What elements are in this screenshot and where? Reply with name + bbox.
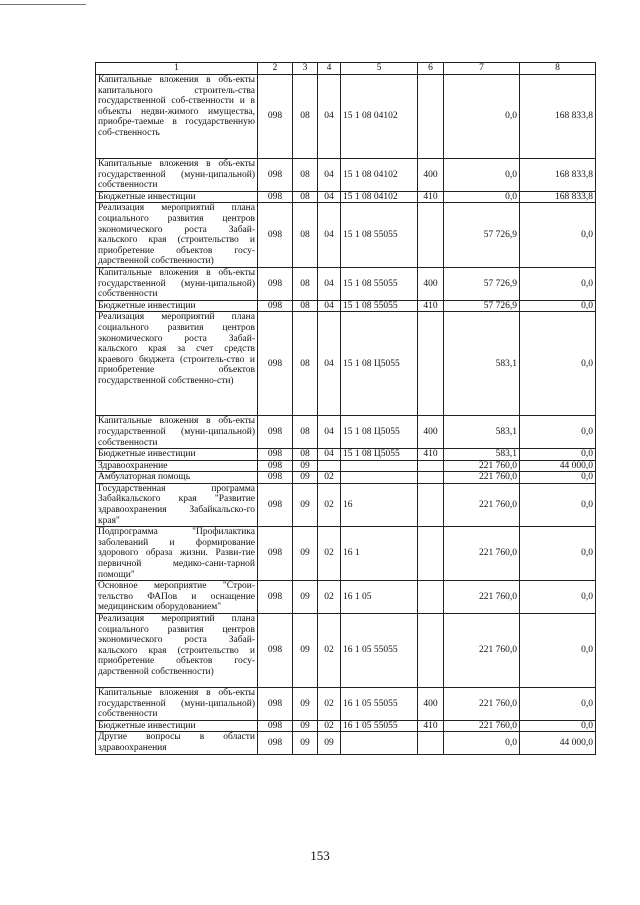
row-name-cell: Бюджетные инвестиции xyxy=(96,720,258,732)
ministry-code-cell: 098 xyxy=(258,203,293,268)
ministry-code-cell: 098 xyxy=(258,614,293,688)
header-cell: 5 xyxy=(341,63,418,75)
amount-year-2-cell: 0,0 xyxy=(520,300,596,312)
row-name-cell: Бюджетные инвестиции xyxy=(96,449,258,461)
amount-year-2-cell: 44 000,0 xyxy=(520,732,596,755)
amount-year-2-cell: 168 833,8 xyxy=(520,75,596,159)
subsection-code-cell xyxy=(318,460,341,472)
expense-type-code-cell xyxy=(418,203,444,268)
row-name-cell: Реализация мероприятий плана социального развития центров экономического роста Забай-кальского края за счет средств краевого бюджета (строитель-ство и приобретение объектов государственной собственно-сти) xyxy=(96,312,258,416)
subsection-code-cell: 04 xyxy=(318,75,341,159)
table-row xyxy=(96,472,596,484)
expense-type-code-cell xyxy=(418,460,444,472)
target-article-code-cell: 15 1 08 04102 xyxy=(341,159,418,192)
expense-type-code-cell: 400 xyxy=(418,159,444,192)
ministry-code-cell: 098 xyxy=(258,312,293,416)
ministry-code-cell: 098 xyxy=(258,191,293,203)
ministry-code-cell: 098 xyxy=(258,449,293,461)
amount-year-1-cell: 0,0 xyxy=(444,732,520,755)
target-article-code-cell: 15 1 08 04102 xyxy=(341,191,418,203)
table-row xyxy=(96,312,596,416)
ministry-code-cell: 098 xyxy=(258,732,293,755)
ministry-code-cell: 098 xyxy=(258,527,293,581)
row-name-cell: Другие вопросы в области здравоохранения xyxy=(96,732,258,755)
table-row xyxy=(96,732,596,755)
subsection-code-cell: 02 xyxy=(318,688,341,721)
subsection-code-cell: 02 xyxy=(318,720,341,732)
subsection-code-cell: 02 xyxy=(318,581,341,614)
target-article-code-cell: 15 1 08 Ц5055 xyxy=(341,449,418,461)
subsection-code-cell: 04 xyxy=(318,300,341,312)
amount-year-1-cell: 583,1 xyxy=(444,416,520,449)
expense-type-code-cell: 400 xyxy=(418,416,444,449)
section-code-cell: 09 xyxy=(293,732,318,755)
amount-year-2-cell: 0,0 xyxy=(520,472,596,484)
header-cell: 2 xyxy=(258,63,293,75)
target-article-code-cell: 15 1 08 04102 xyxy=(341,75,418,159)
ministry-code-cell: 098 xyxy=(258,720,293,732)
row-name-cell: Капитальные вложения в объ-екты государственной (муни-ципальной) собственности xyxy=(96,267,258,300)
expense-type-code-cell xyxy=(418,527,444,581)
table-row xyxy=(96,159,596,192)
expense-type-code-cell: 410 xyxy=(418,300,444,312)
target-article-code-cell: 15 1 08 55055 xyxy=(341,267,418,300)
section-code-cell: 08 xyxy=(293,159,318,192)
amount-year-2-cell: 0,0 xyxy=(520,614,596,688)
subsection-code-cell: 02 xyxy=(318,614,341,688)
subsection-code-cell: 04 xyxy=(318,203,341,268)
target-article-code-cell: 16 1 05 xyxy=(341,581,418,614)
table-row xyxy=(96,191,596,203)
row-name-cell: Бюджетные инвестиции xyxy=(96,300,258,312)
target-article-code-cell xyxy=(341,472,418,484)
amount-year-2-cell: 0,0 xyxy=(520,581,596,614)
target-article-code-cell: 15 1 08 Ц5055 xyxy=(341,416,418,449)
amount-year-1-cell: 221 760,0 xyxy=(444,527,520,581)
ministry-code-cell: 098 xyxy=(258,300,293,312)
expense-type-code-cell: 410 xyxy=(418,449,444,461)
target-article-code-cell: 16 1 05 55055 xyxy=(341,720,418,732)
header-cell: 4 xyxy=(318,63,341,75)
target-article-code-cell: 16 1 05 55055 xyxy=(341,688,418,721)
ministry-code-cell: 098 xyxy=(258,581,293,614)
table-row xyxy=(96,483,596,526)
expense-type-code-cell xyxy=(418,732,444,755)
amount-year-2-cell: 0,0 xyxy=(520,267,596,300)
expense-type-code-cell: 410 xyxy=(418,720,444,732)
amount-year-1-cell: 221 760,0 xyxy=(444,483,520,526)
section-code-cell: 09 xyxy=(293,614,318,688)
subsection-code-cell: 02 xyxy=(318,472,341,484)
amount-year-2-cell: 0,0 xyxy=(520,416,596,449)
ministry-code-cell: 098 xyxy=(258,472,293,484)
header-cell: 8 xyxy=(520,63,596,75)
amount-year-1-cell: 221 760,0 xyxy=(444,472,520,484)
table-row xyxy=(96,460,596,472)
section-code-cell: 09 xyxy=(293,720,318,732)
amount-year-1-cell: 57 726,9 xyxy=(444,203,520,268)
table-row xyxy=(96,267,596,300)
ministry-code-cell: 098 xyxy=(258,460,293,472)
expense-type-code-cell xyxy=(418,614,444,688)
target-article-code-cell xyxy=(341,460,418,472)
ministry-code-cell: 098 xyxy=(258,483,293,526)
amount-year-1-cell: 57 726,9 xyxy=(444,300,520,312)
scan-artifact-line xyxy=(0,4,86,5)
table-row xyxy=(96,581,596,614)
table-row xyxy=(96,203,596,268)
amount-year-2-cell: 168 833,8 xyxy=(520,191,596,203)
ministry-code-cell: 098 xyxy=(258,159,293,192)
section-code-cell: 08 xyxy=(293,191,318,203)
target-article-code-cell: 15 1 08 Ц5055 xyxy=(341,312,418,416)
target-article-code-cell: 15 1 08 55055 xyxy=(341,300,418,312)
section-code-cell: 08 xyxy=(293,416,318,449)
header-cell: 1 xyxy=(96,63,258,75)
section-code-cell: 08 xyxy=(293,312,318,416)
target-article-code-cell xyxy=(341,732,418,755)
expense-type-code-cell xyxy=(418,472,444,484)
table-header-row xyxy=(96,63,596,75)
ministry-code-cell: 098 xyxy=(258,416,293,449)
expense-type-code-cell xyxy=(418,75,444,159)
amount-year-1-cell: 0,0 xyxy=(444,191,520,203)
amount-year-2-cell: 0,0 xyxy=(520,720,596,732)
section-code-cell: 08 xyxy=(293,75,318,159)
section-code-cell: 08 xyxy=(293,267,318,300)
subsection-code-cell: 04 xyxy=(318,267,341,300)
expense-type-code-cell xyxy=(418,312,444,416)
amount-year-1-cell: 0,0 xyxy=(444,75,520,159)
amount-year-2-cell: 0,0 xyxy=(520,203,596,268)
amount-year-1-cell: 583,1 xyxy=(444,449,520,461)
amount-year-1-cell: 221 760,0 xyxy=(444,581,520,614)
table-row xyxy=(96,720,596,732)
row-name-cell: Здравоохранение xyxy=(96,460,258,472)
subsection-code-cell: 09 xyxy=(318,732,341,755)
row-name-cell: Государственная программа Забайкальского края "Развитие здравоохранения Забайкальско-го края" xyxy=(96,483,258,526)
section-code-cell: 08 xyxy=(293,449,318,461)
amount-year-2-cell: 0,0 xyxy=(520,527,596,581)
table-row xyxy=(96,416,596,449)
amount-year-2-cell: 0,0 xyxy=(520,688,596,721)
header-cell: 6 xyxy=(418,63,444,75)
target-article-code-cell: 16 xyxy=(341,483,418,526)
page-number: 153 xyxy=(310,848,330,863)
section-code-cell: 09 xyxy=(293,581,318,614)
expense-type-code-cell xyxy=(418,581,444,614)
subsection-code-cell: 04 xyxy=(318,191,341,203)
amount-year-2-cell: 44 000,0 xyxy=(520,460,596,472)
amount-year-1-cell: 583,1 xyxy=(444,312,520,416)
section-code-cell: 08 xyxy=(293,300,318,312)
amount-year-1-cell: 221 760,0 xyxy=(444,688,520,721)
amount-year-1-cell: 221 760,0 xyxy=(444,460,520,472)
ministry-code-cell: 098 xyxy=(258,75,293,159)
row-name-cell: Подпрограмма "Профилактика заболеваний и формирование здорового образа жизни. Разви-тие первичной медико-сани-тарной помощи" xyxy=(96,527,258,581)
expense-type-code-cell xyxy=(418,483,444,526)
row-name-cell: Капитальные вложения в объ-екты государственной (муни-ципальной) собственности xyxy=(96,159,258,192)
row-name-cell: Бюджетные инвестиции xyxy=(96,191,258,203)
subsection-code-cell: 04 xyxy=(318,312,341,416)
amount-year-1-cell: 221 760,0 xyxy=(444,614,520,688)
target-article-code-cell: 15 1 08 55055 xyxy=(341,203,418,268)
ministry-code-cell: 098 xyxy=(258,267,293,300)
row-name-cell: Амбулаторная помощь xyxy=(96,472,258,484)
subsection-code-cell: 02 xyxy=(318,483,341,526)
row-name-cell: Капитальные вложения в объ-екты государственной (муни-ципальной) собственности xyxy=(96,416,258,449)
amount-year-2-cell: 0,0 xyxy=(520,483,596,526)
row-name-cell: Реализация мероприятий плана социального развития центров экономического роста Забай-кальского края (строительство и приобретение объектов госу-дарственной собственности) xyxy=(96,614,258,688)
section-code-cell: 09 xyxy=(293,527,318,581)
amount-year-2-cell: 168 833,8 xyxy=(520,159,596,192)
expense-type-code-cell: 400 xyxy=(418,688,444,721)
budget-table xyxy=(95,62,596,755)
table-row xyxy=(96,75,596,159)
amount-year-1-cell: 57 726,9 xyxy=(444,267,520,300)
header-cell: 7 xyxy=(444,63,520,75)
section-code-cell: 09 xyxy=(293,483,318,526)
subsection-code-cell: 02 xyxy=(318,527,341,581)
header-cell: 3 xyxy=(293,63,318,75)
row-name-cell: Основное мероприятие "Строи-тельство ФАПов и оснащение медицинским оборудованием" xyxy=(96,581,258,614)
row-name-cell: Капитальные вложения в объ-екты государственной (муни-ципальной) собственности xyxy=(96,688,258,721)
table-row xyxy=(96,614,596,688)
section-code-cell: 09 xyxy=(293,460,318,472)
subsection-code-cell: 04 xyxy=(318,416,341,449)
row-name-cell: Капитальные вложения в объ-екты капитального строитель-ства государственной соб-ственности и в объекты недви-жимого имущества, приобре-таемые в государственную соб-ственность xyxy=(96,75,258,159)
amount-year-1-cell: 0,0 xyxy=(444,159,520,192)
section-code-cell: 09 xyxy=(293,472,318,484)
section-code-cell: 08 xyxy=(293,203,318,268)
subsection-code-cell: 04 xyxy=(318,449,341,461)
amount-year-1-cell: 221 760,0 xyxy=(444,720,520,732)
table-row xyxy=(96,527,596,581)
amount-year-2-cell: 0,0 xyxy=(520,449,596,461)
amount-year-2-cell: 0,0 xyxy=(520,312,596,416)
expense-type-code-cell: 410 xyxy=(418,191,444,203)
target-article-code-cell: 16 1 05 55055 xyxy=(341,614,418,688)
subsection-code-cell: 04 xyxy=(318,159,341,192)
table-row xyxy=(96,449,596,461)
ministry-code-cell: 098 xyxy=(258,688,293,721)
expense-type-code-cell: 400 xyxy=(418,267,444,300)
row-name-cell: Реализация мероприятий плана социального развития центров экономического роста Забай-кальского края (строительство и приобретение объектов госу-дарственной собственности) xyxy=(96,203,258,268)
table-row xyxy=(96,688,596,721)
table-row xyxy=(96,300,596,312)
target-article-code-cell: 16 1 xyxy=(341,527,418,581)
section-code-cell: 09 xyxy=(293,688,318,721)
